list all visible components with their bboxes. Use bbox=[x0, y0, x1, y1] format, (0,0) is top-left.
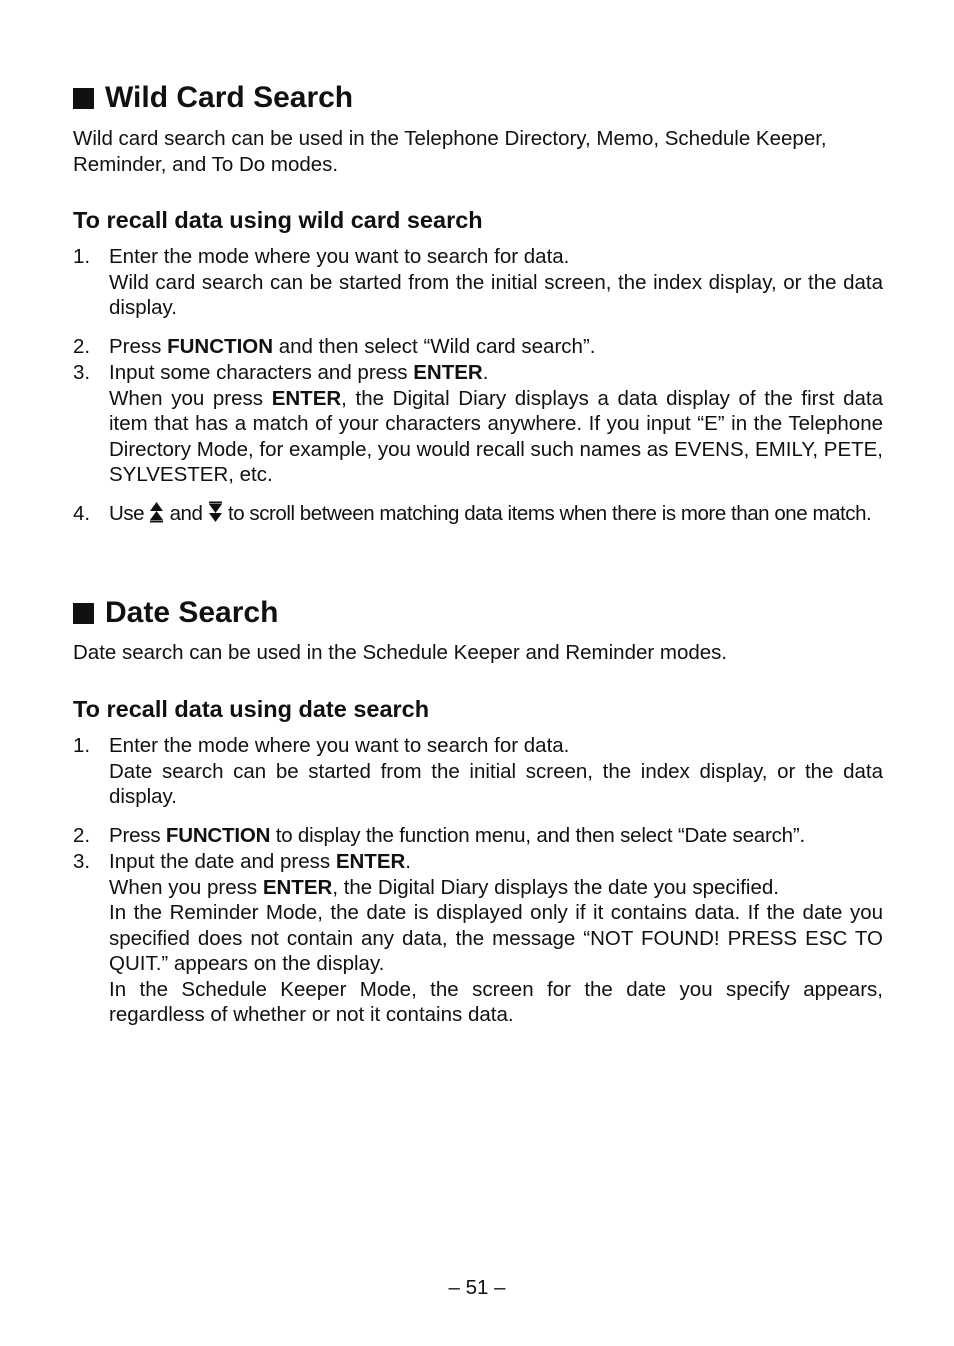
black-square-bullet-icon bbox=[73, 88, 94, 109]
list-item: 1. Enter the mode where you want to search for data. Date search can be started from the initial screen, the index display, or the data display. bbox=[73, 734, 883, 808]
section-intro: Wild card search can be used in the Telephone Directory, Memo, Schedule Keeper, Reminder, and To Do modes. bbox=[73, 127, 827, 176]
page-number: – 51 – bbox=[448, 1276, 506, 1299]
list-item: 3. Input some characters and press ENTER. When you press ENTER, the Digital Diary displays a data display of the first data item that has a match of your characters anywhere. If you input “E” in the Telephone Directory Mode, for example, you would recall such names as EVENS, EMILY, PETE, SYLVESTER, etc. bbox=[73, 361, 884, 486]
list-item: 3. Input the date and press ENTER. When you press ENTER, the Digital Diary displays the date you specified. In the Reminder Mode, the date is displayed only if it contains data. If the date you specified does not contain any data, the message “NOT FOUND! PRESS ESC TO QUIT.” appears on the display. In the Schedule Keeper Mode, the screen for the date you specify appears, regardless of whether or not it contains data. bbox=[73, 850, 883, 1026]
black-square-bullet-icon bbox=[73, 603, 94, 624]
double-arrow-up-icon bbox=[149, 501, 164, 523]
section-heading-wild-card-search: Wild Card Search bbox=[73, 81, 353, 115]
key-function: FUNCTION bbox=[167, 335, 274, 358]
key-enter: ENTER bbox=[335, 850, 406, 873]
list-item: 4. Use and to scroll between matching data items when there is more than one match. bbox=[73, 502, 872, 525]
key-enter: ENTER bbox=[262, 875, 333, 899]
double-arrow-down-icon bbox=[208, 501, 223, 523]
subsection-heading: To recall data using wild card search bbox=[73, 207, 483, 233]
key-enter: ENTER bbox=[271, 386, 342, 410]
list-item: 1. Enter the mode where you want to search for data. Wild card search can be started from the initial screen, the index display, or the data display. bbox=[73, 245, 883, 319]
list-item: 2. Press FUNCTION and then select “Wild card search”. bbox=[73, 335, 596, 358]
key-enter: ENTER bbox=[413, 361, 483, 384]
subsection-heading: To recall data using date search bbox=[73, 696, 430, 722]
key-function: FUNCTION bbox=[165, 824, 271, 847]
list-item: 2. Press FUNCTION to display the function menu, and then select “Date search”. bbox=[73, 824, 805, 847]
section-intro: Date search can be used in the Schedule Keeper and Reminder modes. bbox=[73, 641, 728, 664]
section-heading-date-search: Date Search bbox=[73, 596, 278, 630]
